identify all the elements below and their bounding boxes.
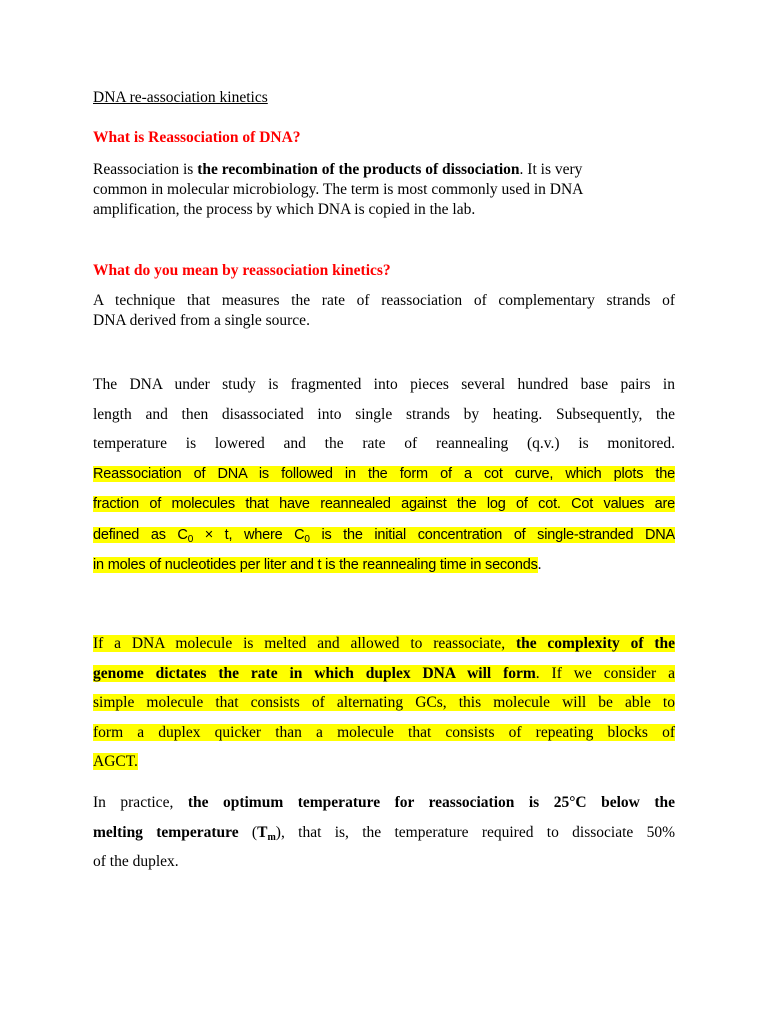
p2-line-1: A technique that measures the rate of reassociation of complementary strands of xyxy=(93,292,675,309)
p3-line-4 xyxy=(93,459,675,490)
p3-line-7 xyxy=(93,550,675,581)
p4-line-5 xyxy=(93,747,675,777)
p1-text-end: . It is very xyxy=(519,161,583,178)
bold-text: genome dictates the rate in which duplex DNA will form xyxy=(93,664,536,682)
p1-line-2: common in molecular microbiology. The term is most commonly used in DNA xyxy=(93,181,584,198)
highlight-text xyxy=(93,635,675,652)
paragraph-optimum-temperature xyxy=(93,788,675,877)
text: is the initial concentration of single-stranded DNA xyxy=(309,526,675,543)
p5-line-2 xyxy=(93,818,675,848)
heading-reassociation-kinetics: What do you mean by reassociation kinetics? xyxy=(93,262,391,279)
subscript: 0 xyxy=(187,533,194,545)
highlight-text: in moles of nucleotides per liter and t is the reannealing time in seconds xyxy=(93,557,538,573)
p4-line-1 xyxy=(93,629,675,659)
p3-line-1: The DNA under study is fragmented into pieces several hundred base pairs in xyxy=(93,376,675,393)
paragraph-technique xyxy=(93,291,675,331)
p3-line-3: temperature is lowered and the rate of reannealing (q.v.) is monitored. xyxy=(93,435,675,452)
document-title: DNA re-association kinetics xyxy=(93,89,268,106)
highlight-text xyxy=(93,665,675,682)
p2-line-2: DNA derived from a single source. xyxy=(93,312,310,329)
p4-line-4 xyxy=(93,718,675,748)
text: In practice, xyxy=(93,794,188,811)
text: . If we consider a xyxy=(535,664,675,682)
p1-line-3: amplification, the process by which DNA is copied in the lab. xyxy=(93,201,476,218)
text: If a DNA molecule is melted and allowed to reassociate, xyxy=(93,635,516,652)
paragraph-reassociation-definition xyxy=(93,160,675,220)
text: × t, where C xyxy=(193,526,305,543)
subscript: m xyxy=(267,831,276,843)
text: defined as C xyxy=(93,526,188,543)
bold-text: the optimum temperature for reassociation is 25°C below the xyxy=(187,794,675,811)
p4-line-3 xyxy=(93,688,675,718)
tm-symbol xyxy=(257,824,276,841)
p3-line-6 xyxy=(93,520,675,551)
p1-line-1 xyxy=(93,160,675,180)
paragraph-complexity xyxy=(93,629,675,777)
text: T xyxy=(257,823,268,841)
heading-what-is-reassociation: What is Reassociation of DNA? xyxy=(93,129,301,146)
highlight-text: fraction of molecules that have reannealed against the log of cot. Cot values are xyxy=(93,496,675,512)
p1-text: Reassociation is xyxy=(93,161,198,178)
paragraph-dna-study xyxy=(93,370,675,581)
bold-text: melting temperature xyxy=(93,823,239,841)
p5-line-1 xyxy=(93,788,675,818)
text: ), that is, the temperature required to dissociate 50% xyxy=(275,823,675,841)
bold-text: the complexity of the xyxy=(515,635,675,652)
p3-line-5 xyxy=(93,489,675,520)
highlight-text: form a duplex quicker than a molecule that consists of repeating blocks of xyxy=(93,723,675,741)
p1-bold-text: the recombination of the products of dissociation xyxy=(197,161,520,178)
p3-line-2: length and then disassociated into single strands by heating. Subsequently, the xyxy=(93,405,675,423)
highlight-text: simple molecule that consists of alternating GCs, this molecule will be able to xyxy=(93,694,675,711)
highlight-text: Reassociation of DNA is followed in the form of a cot curve, which plots the xyxy=(93,465,675,482)
period: . xyxy=(537,556,542,573)
text: ( xyxy=(238,823,258,841)
p4-line-2 xyxy=(93,659,675,689)
subscript: 0 xyxy=(304,533,310,545)
highlight-text: AGCT. xyxy=(93,753,138,770)
highlight-text xyxy=(93,527,675,543)
p5-line-3: of the duplex. xyxy=(93,853,179,870)
